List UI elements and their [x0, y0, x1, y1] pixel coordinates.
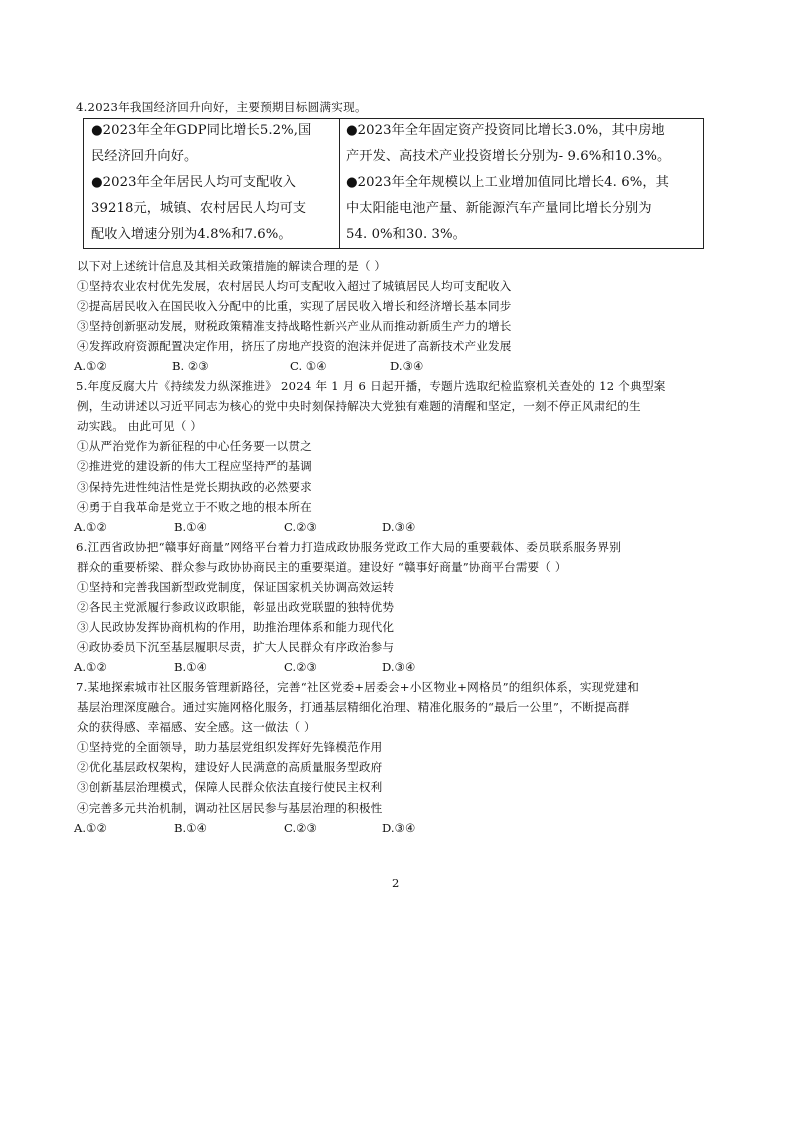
- q5-option-b[interactable]: B.①④: [174, 520, 207, 534]
- q4-item-2: ②提高居民收入在国民收入分配中的比重，实现了居民收入增长和经济增长基本同步: [77, 299, 512, 313]
- q7-item-4: ④完善多元共治机制，调动社区居民参与基层治理的积极性: [77, 801, 383, 815]
- q5-item-3: ③保持先进性纯洁性是党长期执政的必然要求: [77, 480, 312, 494]
- q4-item-3: ③坚持创新驱动发展，财税政策精准支持战略性新兴产业从而推动新质生产力的增长: [77, 319, 512, 333]
- q4-left-cell-line-5: 配收入增速分别为4.8%和7.6%。: [91, 227, 292, 242]
- q7-option-d[interactable]: D.③④: [382, 821, 416, 835]
- q6-item-3: ③人民政协发挥协商机构的作用，助推治理体系和能力现代化: [77, 620, 395, 634]
- q6-item-1: ①坚持和完善我国新型政党制度，保证国家机关协调高效运转: [77, 580, 395, 594]
- q5-item-1: ①从严治党作为新征程的中心任务要一以贯之: [77, 439, 312, 453]
- q7-option-a[interactable]: A.①②: [74, 821, 107, 835]
- q4-item-1: ①坚持农业农村优先发展，农村居民人均可支配收入超过了城镇居民人均可支配收入: [77, 279, 512, 293]
- q6-option-a[interactable]: A.①②: [74, 660, 107, 674]
- q5-option-a[interactable]: A.①②: [74, 520, 107, 534]
- q7-option-c[interactable]: C.②③: [284, 821, 317, 835]
- q6-line-2: 群众的重要桥梁、群众参与政协协商民主的重要渠道。建设好 “赣事好商量”协商平台需要（ ）: [77, 560, 567, 574]
- q7-item-1: ①坚持党的全面领导，助力基层党组织发挥好先锋模范作用: [77, 740, 383, 754]
- q5-option-d[interactable]: D.③④: [382, 520, 416, 534]
- q6-option-c[interactable]: C.②③: [284, 660, 317, 674]
- q5-line-2: 例，生动讲述以习近平同志为核心的党中央时刻保持解决大党独有难题的清醒和坚定，一刻不停正风肃纪的生: [77, 399, 641, 413]
- q4-option-c[interactable]: C. ①④: [290, 359, 327, 373]
- q4-stem: 以下对上述统计信息及其相关政策措施的解读合理的是（ ）: [77, 259, 387, 273]
- q4-right-cell-line-2: 产开发、高技术产业投资增长分别为- 9.6%和10.3%。: [346, 149, 671, 164]
- q4-left-cell-line-3: ●2023年全年居民人均可支配收入: [91, 175, 297, 190]
- q5-line-1: 5.年度反腐大片《持续发力纵深推进》 2024 年 1 月 6 日起开播，专题片选取纪检监察机关查处的 12 个典型案: [76, 379, 666, 393]
- q4-right-cell-line-3: ●2023年全年规模以上工业增加值同比增长4. 6%，其: [346, 175, 669, 190]
- q7-line-2: 基层治理深度融合。通过实施网格化服务，打通基层精细化治理、精准化服务的“最后一公里”，不断提高群: [77, 700, 630, 714]
- q4-item-4: ④发挥政府资源配置决定作用，挤压了房地产投资的泡沫并促进了高新技术产业发展: [77, 339, 512, 353]
- table-divider: [339, 119, 340, 248]
- q4-stats-table: [83, 118, 704, 249]
- q7-option-b[interactable]: B.①④: [174, 821, 207, 835]
- q4-option-a[interactable]: A.①②: [74, 359, 107, 373]
- q4-right-cell-line-4: 中太阳能电池产量、新能源汽车产量同比增长分别为: [346, 201, 652, 216]
- q5-option-c[interactable]: C.②③: [284, 520, 317, 534]
- q7-line-1: 7.某地探索城市社区服务管理新路径，完善“社区党委+居委会+小区物业+网格员”的组织体系，实现党建和: [76, 680, 640, 694]
- q6-option-b[interactable]: B.①④: [174, 660, 207, 674]
- q4-left-cell-line-1: ●2023年全年GDP同比增长5.2%,国: [91, 123, 312, 138]
- q6-item-4: ④政协委员下沉至基层履职尽责，扩大人民群众有序政治参与: [77, 640, 395, 654]
- q4-right-cell-line-5: 54. 0%和30. 3%。: [346, 227, 466, 242]
- q7-line-3: 众的获得感、幸福感、安全感。这一做法（ ）: [77, 720, 316, 734]
- q5-line-3: 动实践。 由此可见（ ）: [77, 419, 203, 433]
- q6-option-d[interactable]: D.③④: [382, 660, 416, 674]
- q4-left-cell-line-4: 39218元，城镇、农村居民人均可支: [91, 201, 307, 216]
- q5-item-2: ②推进党的建设新的伟大工程应坚持严的基调: [77, 459, 312, 473]
- page-number: 2: [392, 876, 400, 890]
- q5-item-4: ④勇于自我革命是党立于不败之地的根本所在: [77, 500, 312, 514]
- q4-left-cell-line-2: 民经济回升向好。: [91, 149, 198, 164]
- q6-item-2: ②各民主党派履行参政议政职能，彰显出政党联盟的独特优势: [77, 600, 395, 614]
- q4-right-cell-line-1: ●2023年全年固定资产投资同比增长3.0%，其中房地: [346, 123, 665, 138]
- q4-option-b[interactable]: B. ②③: [172, 359, 209, 373]
- q4-option-d[interactable]: D.③④: [390, 359, 424, 373]
- q7-item-2: ②优化基层政权架构，建设好人民满意的高质量服务型政府: [77, 760, 383, 774]
- q7-item-3: ③创新基层治理模式，保障人民群众依法直接行使民主权利: [77, 780, 383, 794]
- q4-title: 4.2023年我国经济回升向好，主要预期目标圆满实现。: [76, 100, 367, 114]
- q6-line-1: 6.江西省政协把“赣事好商量”网络平台着力打造成政协服务党政工作大局的重要载体、委员联系服务界别: [76, 540, 622, 554]
